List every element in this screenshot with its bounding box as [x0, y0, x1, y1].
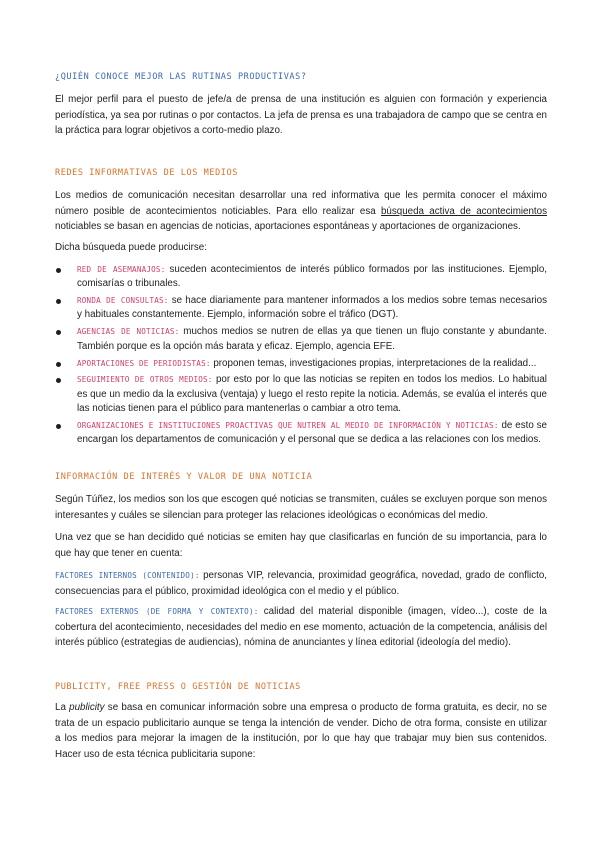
paragraph: FACTORES INTERNOS (CONTENIDO): personas VIP, relevancia, proximidad geográfica, novedad, grado de conflicto, consecuencias para el público, proximidad ideológica con el medio y el público.	[55, 570, 548, 597]
underlined-phrase: búsqueda activa de acontecimientos	[380, 205, 547, 217]
section-heading-rutinas: ¿QUIÉN CONOCE MEJOR LAS RUTINAS PRODUCTIVAS?	[55, 72, 307, 82]
list-item: RONDA DE CONSULTAS: se hace diariamente para mantener informados a los medios sobre temas necesarios y habituales constantemente. Ejemplo, información sobre el tráfico (DGT).	[55, 294, 547, 323]
bullet-dot	[56, 362, 61, 367]
section-heading-interes: INFORMACIÓN DE INTERÉS Y VALOR DE UNA NOTICIA	[55, 472, 313, 482]
paragraph: El mejor perfil para el puesto de jefe/a de prensa de una institución es alguien con formación y experiencia periodística, ya sea por rutinas o por contactos. La jefa de prensa es una trabajadora de campo que se centra en la práctica para lograr objetivos a corto-medio plazo.	[55, 94, 547, 136]
paragraph: FACTORES EXTERNOS (DE FORMA Y CONTEXTO): calidad del material disponible (imagen, vídeo...), coste de la cobertura del acontecimiento, necesidades del medio en ese momento, actuación de la competencia, análisis del interés público (estrategias de audiencias), nómina de anunciantes y línea editorial (ideología del medio).	[55, 606, 547, 648]
paragraph: La publicity se basa en comunicar información sobre una empresa o producto de forma gratuita, es decir, no se trata de un espacio publicitario aunque se tenga la intención de vender. Dicho de otra forma, consiste en utilizar a los medios para mejorar la imagen de la institución, por lo que hay que trabajar muy bien sus contenidos. Hacer uso de esta técnica publicitaria supone:	[55, 702, 547, 760]
italic-term: publicity	[69, 702, 105, 713]
bullet-list	[55, 263, 547, 450]
bullet-dot	[56, 424, 61, 429]
paragraph: Según Túñez, los medios son los que escogen qué noticias se transmiten, cuáles se excluyen porque son menos interesantes y cuáles se silencian para proteger las relaciones ideológicas o económicas del medio.	[55, 494, 547, 521]
bullet-dot	[56, 268, 61, 273]
section-heading-redes: REDES INFORMATIVAS DE LOS MEDIOS	[55, 168, 238, 178]
bullet-dot	[56, 330, 61, 335]
paragraph: Los medios de comunicación necesitan desarrollar una red informativa que les permita conocer el máximo número posible de acontecimientos noticiables. Para ello realizar esa búsqueda activa de acontecimientos noticiables se basan en agencias de noticias, aportaciones espontáneas y aportaciones de organizaciones.	[55, 190, 547, 232]
bullet-dot	[56, 378, 61, 383]
factor-label: FACTORES EXTERNOS (DE FORMA Y CONTEXTO):	[55, 607, 259, 616]
list-item: RED DE ASEMANAJOS: suceden acontecimientos de interés público formados por las instituciones. Ejemplo, comisarías o tribunales.	[55, 263, 547, 292]
list-item: ORGANIZACIONES E INSTITUCIONES PROACTIVAS QUE NUTREN AL MEDIO DE INFORMACIÓN Y NOTICIAS: de esto se encargan los departamentos de comunicación y el personal que se dedica a las relaciones con los medios.	[55, 419, 547, 448]
section-heading-publicity: PUBLICITY, FREE PRESS O GESTIÓN DE NOTICIAS	[55, 682, 301, 692]
paragraph: Una vez que se han decidido qué noticias se emiten hay que clasificarlas en función de su importancia, para lo que hay que tener en cuenta:	[55, 532, 547, 559]
bullet-dot	[56, 299, 61, 304]
list-item: AGENCIAS DE NOTICIAS: muchos medios se nutren de ellas ya que tienen un flujo constante y abundante. También porque es la opción más barata y eficaz. Ejemplo, agencia EFE.	[55, 325, 547, 354]
list-item: APORTACIONES DE PERIODISTAS: proponen temas, investigaciones propias, interpretaciones de la realidad...	[55, 357, 547, 371]
factor-label: FACTORES INTERNOS (CONTENIDO):	[55, 571, 200, 580]
paragraph: Dicha búsqueda puede producirse:	[55, 242, 207, 253]
list-item: SEGUIMIENTO DE OTROS MEDIOS: por esto por lo que las noticias se repiten en todos los medios. Lo habitual es que un medio da la exclusiva (ventaja) y luego el resto repite la noticia. Además, se evalúa el interés que las noticias tienen para el público para mantenerlas o cambiar a otro tema.	[55, 373, 547, 416]
